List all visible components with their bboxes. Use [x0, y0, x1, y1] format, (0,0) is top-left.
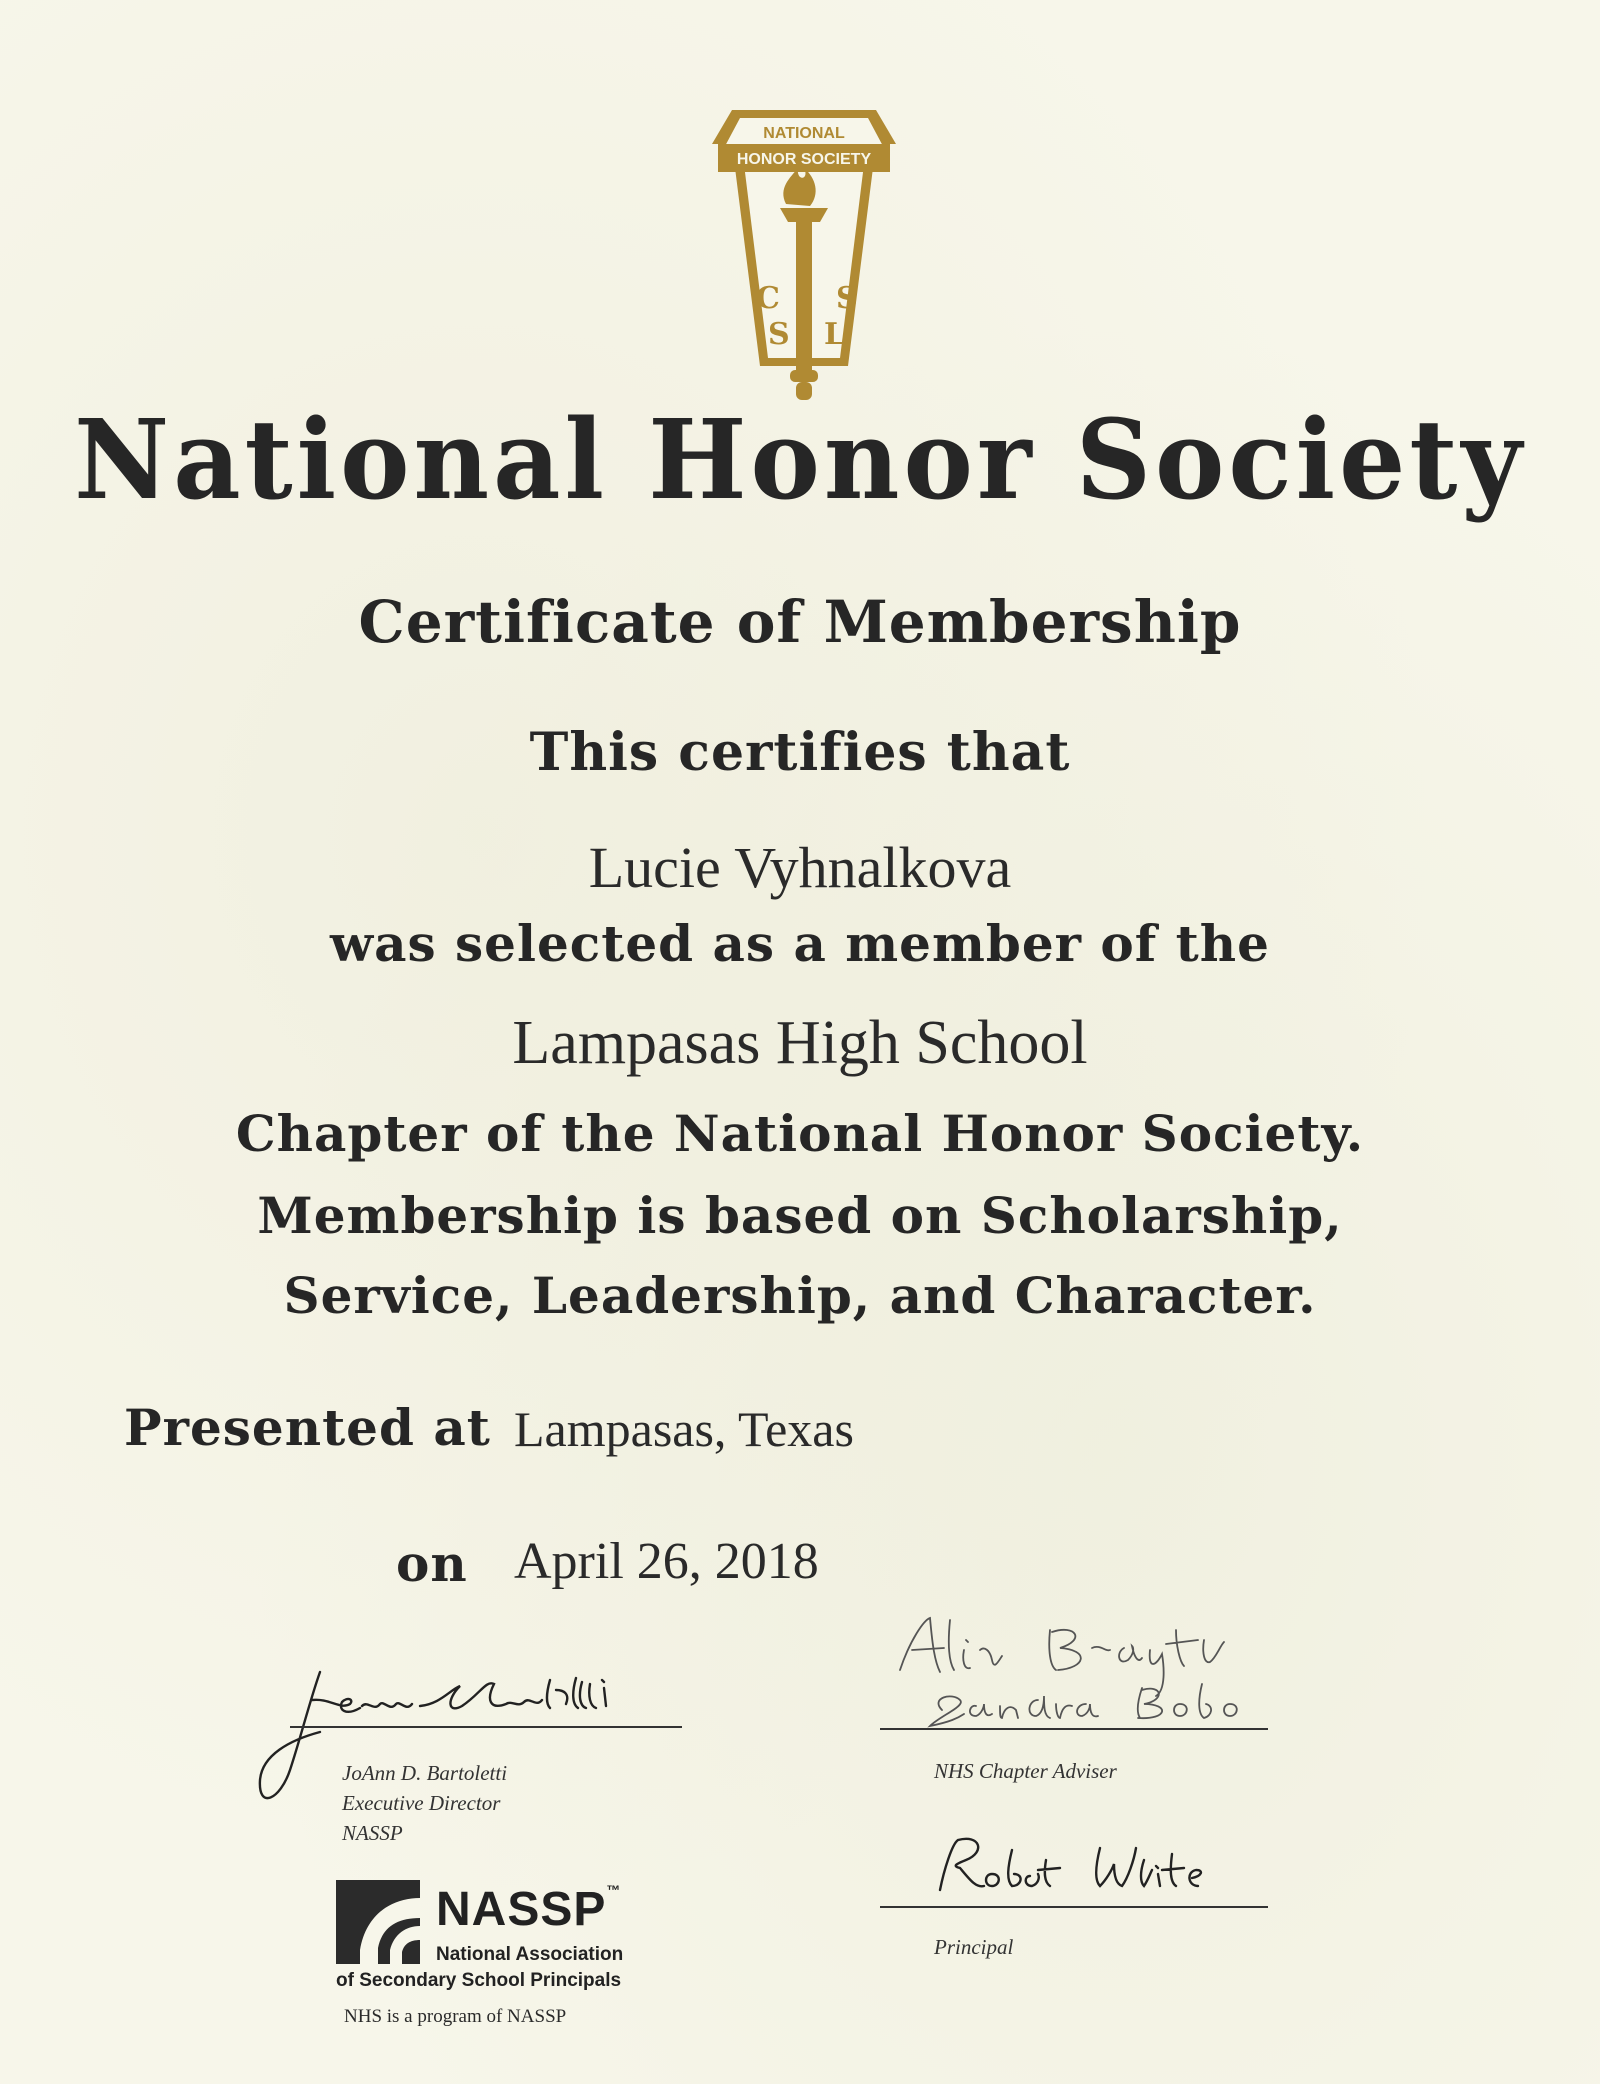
nhs-keystone-emblem [686, 108, 922, 404]
presented-location: Lampasas, Texas [514, 1401, 854, 1457]
on-label: on [396, 1534, 468, 1593]
chapter-line: Chapter of the National Honor Society. [235, 1104, 1365, 1163]
presented-at-label: Presented at [124, 1398, 491, 1457]
executive-signature-line [290, 1726, 682, 1728]
adviser-title: NHS Chapter Adviser [934, 1759, 1117, 1783]
certifies-line: This certifies that [529, 722, 1071, 783]
selected-line: was selected as a member of the [330, 914, 1270, 973]
member-name: Lucie Vyhnalkova [588, 835, 1012, 900]
emblem-letter-c: C [756, 281, 780, 316]
executive-name: JoAnn D. Bartoletti [342, 1761, 508, 1785]
nassp-logo-text: NASSP [436, 1883, 607, 1936]
membership-basis-line2: Service, Leadership, and Character. [283, 1266, 1317, 1325]
school-name: Lampasas High School [512, 1009, 1088, 1077]
emblem-letter-s1: S [768, 317, 790, 352]
emblem-banner-line1: NATIONAL [763, 125, 845, 142]
executive-title: Executive Director [342, 1791, 501, 1815]
principal-signature-line [880, 1906, 1268, 1908]
presentation-date: April 26, 2018 [514, 1533, 819, 1590]
chapter-adviser-signatures [880, 1600, 1360, 1740]
nhs-program-note: NHS is a program of NASSP [344, 2006, 567, 2027]
principal-title: Principal [934, 1935, 1014, 1959]
nassp-logo-icon [336, 1880, 420, 1964]
emblem-banner-line2: HONOR SOCIETY [736, 151, 872, 168]
certificate-subtitle: Certificate of Membership [358, 588, 1242, 656]
executive-org: NASSP [342, 1821, 403, 1845]
emblem-letter-l: L [824, 317, 846, 352]
adviser-signature-line [880, 1728, 1268, 1730]
nassp-name-line1: National Association [436, 1944, 624, 1965]
certificate-title: National Honor Society [74, 394, 1526, 525]
nassp-name-line2: of Secondary School Principals [336, 1970, 622, 1991]
emblem-letter-s2: S [836, 281, 858, 316]
principal-signature [900, 1830, 1240, 1910]
nassp-trademark: ™ [606, 1882, 622, 1898]
membership-basis-line1: Membership is based on Scholarship, [257, 1186, 1343, 1245]
